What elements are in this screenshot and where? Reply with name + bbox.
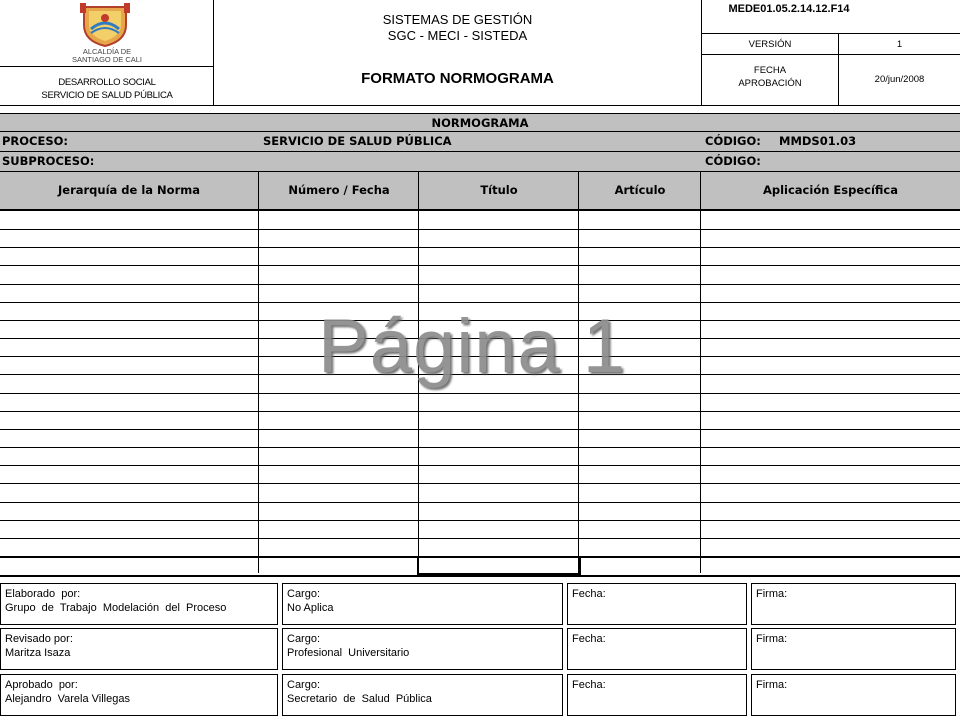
table-row	[0, 393, 960, 394]
role-box	[0, 674, 278, 716]
table-row	[0, 411, 960, 412]
fecha-box	[567, 674, 747, 716]
cargo-value: No Aplica	[287, 602, 334, 614]
table-row	[0, 447, 960, 448]
firma-box	[751, 674, 956, 716]
table-row	[0, 229, 960, 230]
format-title: FORMATO NORMOGRAMA	[361, 70, 554, 87]
code-cell	[701, 0, 960, 106]
proceso-label: PROCESO:	[2, 134, 69, 148]
column-header-row	[0, 172, 960, 211]
cargo-label: Cargo:	[287, 588, 321, 600]
logo-cell	[0, 0, 214, 106]
firma-label: Firma:	[756, 633, 788, 645]
dept-line-1: DESARROLLO SOCIAL	[58, 77, 156, 88]
role-value: Alejandro Varela Villegas	[5, 693, 130, 705]
cargo-box	[282, 628, 563, 670]
column-header: Título	[480, 183, 518, 197]
role-label: Elaborado por:	[5, 588, 81, 600]
column-divider	[700, 172, 701, 573]
fecha-box	[567, 628, 747, 670]
firma-label: Firma:	[756, 588, 788, 600]
column-header: Número / Fecha	[288, 183, 390, 197]
table-row	[0, 284, 960, 285]
column-divider	[258, 172, 259, 573]
table-row	[0, 538, 960, 539]
table-row	[0, 265, 960, 266]
table-row	[0, 520, 960, 521]
table-row	[0, 502, 960, 503]
proceso-value: SERVICIO DE SALUD PÚBLICA	[263, 134, 452, 148]
role-value: Maritza Isaza	[5, 647, 71, 659]
codigo-value-1: MMDS01.03	[779, 134, 857, 148]
coat-of-arms-icon	[80, 3, 130, 47]
codigo-label-1: CÓDIGO:	[705, 134, 761, 148]
cargo-box	[282, 674, 563, 716]
proceso-row	[0, 132, 960, 152]
column-header: Artículo	[614, 183, 666, 197]
approval-date: 20/jun/2008	[874, 74, 925, 85]
role-label: Aprobado por:	[5, 679, 78, 691]
cargo-label: Cargo:	[287, 679, 321, 691]
logo-line-2: SANTIAGO DE CALI	[71, 55, 143, 64]
firma-box	[751, 628, 956, 670]
firma-box	[751, 583, 956, 625]
role-value: Grupo de Trabajo Modelación del Proceso	[5, 602, 227, 614]
fecha-label: Fecha:	[572, 588, 606, 600]
page-watermark: Página 1	[318, 304, 627, 389]
date-label-1: FECHA	[753, 65, 787, 76]
subproceso-row	[0, 152, 960, 172]
title-cell	[214, 0, 701, 106]
system-line-1: SISTEMAS DE GESTIÓN	[382, 12, 533, 27]
fecha-label: Fecha:	[572, 633, 606, 645]
section-title: NORMOGRAMA	[0, 113, 960, 132]
document-code: MEDE01.05.2.14.12.F14	[728, 3, 850, 15]
firma-label: Firma:	[756, 679, 788, 691]
column-header: Aplicación Específica	[762, 183, 899, 197]
role-box	[0, 628, 278, 670]
logo-line-1: ALCALDÍA DE	[82, 47, 132, 56]
table-row	[0, 483, 960, 484]
version-label: VERSIÓN	[748, 39, 792, 50]
cargo-value: Profesional Universitario	[287, 647, 410, 659]
subproceso-label: SUBPROCESO:	[2, 154, 95, 168]
column-header: Jerarquía de la Norma	[58, 183, 200, 197]
cargo-label: Cargo:	[287, 633, 321, 645]
system-line-2: SGC - MECI - SISTEDA	[387, 28, 528, 43]
role-label: Revisado por:	[5, 633, 73, 645]
table-row	[0, 247, 960, 248]
cargo-box	[282, 583, 563, 625]
fecha-label: Fecha:	[572, 679, 606, 691]
codigo-label-2: CÓDIGO:	[705, 154, 761, 168]
selected-cell[interactable]	[417, 556, 581, 575]
cargo-value: Secretario de Salud Pública	[287, 693, 432, 705]
table-row	[0, 429, 960, 430]
date-label-2: APROBACIÓN	[738, 78, 802, 89]
dept-line-2: SERVICIO DE SALUD PÚBLICA	[41, 90, 173, 101]
fecha-box	[567, 583, 747, 625]
table-row	[0, 465, 960, 466]
version-value: 1	[896, 39, 903, 50]
role-box	[0, 583, 278, 625]
table-bottom-border	[0, 575, 960, 577]
